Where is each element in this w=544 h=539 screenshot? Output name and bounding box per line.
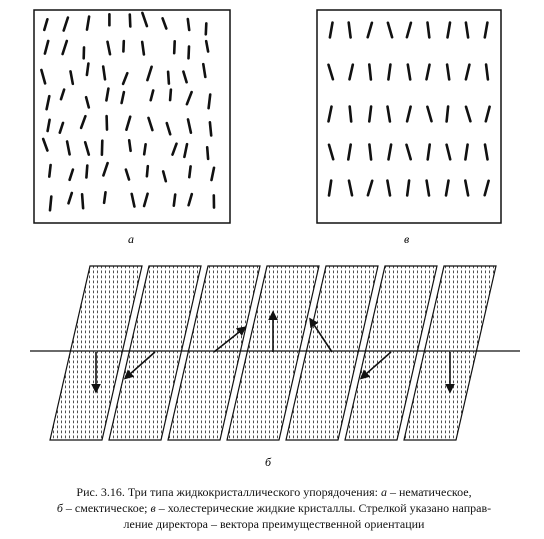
panel-label-v: в: [404, 232, 410, 246]
molecule: [466, 107, 470, 121]
molecule: [81, 116, 85, 128]
molecule: [407, 181, 409, 196]
panel-a-nematic: [34, 10, 230, 223]
molecule: [369, 145, 371, 160]
molecule: [86, 166, 87, 178]
molecule: [71, 71, 73, 83]
molecule: [330, 23, 333, 38]
molecule: [183, 72, 186, 83]
molecule: [147, 67, 151, 80]
molecule: [486, 65, 488, 80]
molecule: [465, 145, 467, 160]
molecule: [203, 64, 205, 77]
layered-molecules: [329, 23, 490, 196]
molecule: [210, 122, 211, 135]
caption-letter-a: а: [380, 485, 387, 499]
molecule: [103, 67, 105, 80]
molecule: [368, 181, 372, 195]
molecule: [86, 97, 89, 107]
molecule: [388, 65, 390, 80]
molecule: [206, 23, 207, 34]
molecule: [47, 96, 50, 109]
nematic-molecules: [41, 13, 214, 210]
molecule: [142, 13, 147, 26]
molecule: [446, 181, 449, 196]
molecule: [207, 147, 208, 159]
molecule: [485, 181, 489, 195]
molecule: [104, 192, 105, 203]
molecule: [368, 23, 372, 37]
molecule: [209, 95, 211, 109]
molecule: [82, 194, 83, 208]
molecule: [407, 23, 411, 37]
molecule: [174, 41, 175, 53]
molecule: [167, 123, 170, 134]
molecule: [173, 144, 177, 155]
molecule: [184, 144, 187, 157]
molecule: [174, 195, 175, 206]
molecule: [407, 145, 411, 159]
caption-letter-b: б: [56, 501, 63, 515]
molecule: [206, 41, 208, 51]
molecule: [369, 107, 371, 122]
panel-a-frame: [34, 10, 230, 223]
molecule: [126, 170, 129, 180]
molecule: [144, 144, 145, 154]
molecule: [329, 107, 332, 122]
molecule: [387, 181, 390, 196]
molecule: [132, 194, 135, 207]
caption-prefix: Рис. 3.16. Три типа жидкокристаллического упорядочения:: [76, 485, 381, 499]
molecule: [369, 65, 371, 80]
molecule: [106, 89, 108, 101]
molecule: [126, 117, 130, 130]
molecule: [149, 118, 153, 130]
molecule: [61, 90, 64, 100]
molecule: [348, 145, 350, 160]
molecule: [427, 107, 431, 121]
caption-v-text: – холестерические жидкие кристаллы. Стрелкой указано направ-: [155, 501, 492, 515]
caption-letter-v: в: [150, 501, 156, 515]
molecule: [329, 145, 333, 159]
molecule: [170, 90, 171, 100]
molecule: [130, 15, 131, 27]
molecule: [187, 92, 192, 104]
molecule: [69, 193, 72, 203]
molecule: [350, 65, 353, 80]
molecule: [408, 65, 410, 80]
panel-b-layers: [30, 266, 520, 440]
molecule: [447, 65, 449, 80]
molecule: [168, 72, 169, 84]
molecule: [447, 107, 449, 122]
molecule: [43, 139, 47, 151]
panel-label-b: б: [265, 455, 272, 469]
molecule: [103, 163, 107, 175]
molecule: [485, 145, 488, 160]
molecule: [108, 42, 111, 54]
molecule: [388, 107, 390, 122]
molecule: [486, 107, 490, 122]
molecule: [350, 107, 352, 122]
molecule: [329, 181, 331, 196]
molecule: [189, 47, 190, 59]
molecule: [49, 165, 50, 177]
molecule: [447, 145, 451, 160]
molecule: [407, 107, 411, 122]
molecule: [448, 23, 451, 38]
molecule: [189, 194, 192, 205]
molecule: [428, 145, 430, 160]
molecule: [44, 19, 47, 30]
molecule: [50, 197, 51, 211]
molecule: [329, 65, 333, 79]
molecule: [466, 65, 470, 80]
layers-group: [50, 266, 496, 440]
molecule: [427, 181, 429, 196]
molecule: [142, 42, 144, 55]
molecule: [349, 23, 351, 38]
molecule: [41, 70, 45, 83]
molecule: [123, 73, 127, 84]
molecule: [466, 23, 468, 38]
molecule: [70, 170, 73, 180]
molecule: [163, 171, 166, 181]
molecule: [427, 65, 430, 80]
panel-v-cholesteric: [317, 10, 501, 223]
molecule: [129, 140, 130, 151]
molecule: [45, 41, 48, 54]
molecule: [163, 18, 167, 28]
molecule: [388, 23, 392, 37]
molecule: [349, 181, 352, 196]
molecule: [428, 23, 430, 38]
molecule: [63, 41, 67, 54]
molecule: [189, 166, 190, 177]
molecule: [188, 19, 189, 30]
molecule: [485, 23, 488, 38]
molecule: [122, 92, 124, 103]
molecule: [147, 166, 148, 176]
panel-label-a: а: [128, 232, 134, 246]
figure-caption: [18, 484, 530, 532]
molecule: [87, 64, 89, 75]
molecule: [60, 123, 63, 133]
molecule: [188, 119, 191, 132]
caption-a-text: – нематическое,: [386, 485, 472, 499]
molecule: [48, 120, 50, 131]
molecule: [64, 18, 68, 31]
molecule: [212, 168, 215, 180]
molecule: [465, 181, 468, 196]
molecule: [85, 142, 89, 154]
caption-b-text: – смектическое;: [62, 501, 151, 515]
molecule: [87, 17, 89, 30]
molecule: [67, 142, 70, 155]
caption-line3: ление директора – вектора преимущественной ориентации: [123, 517, 425, 531]
molecule: [389, 145, 392, 160]
molecule: [151, 91, 154, 101]
molecule: [144, 194, 148, 206]
